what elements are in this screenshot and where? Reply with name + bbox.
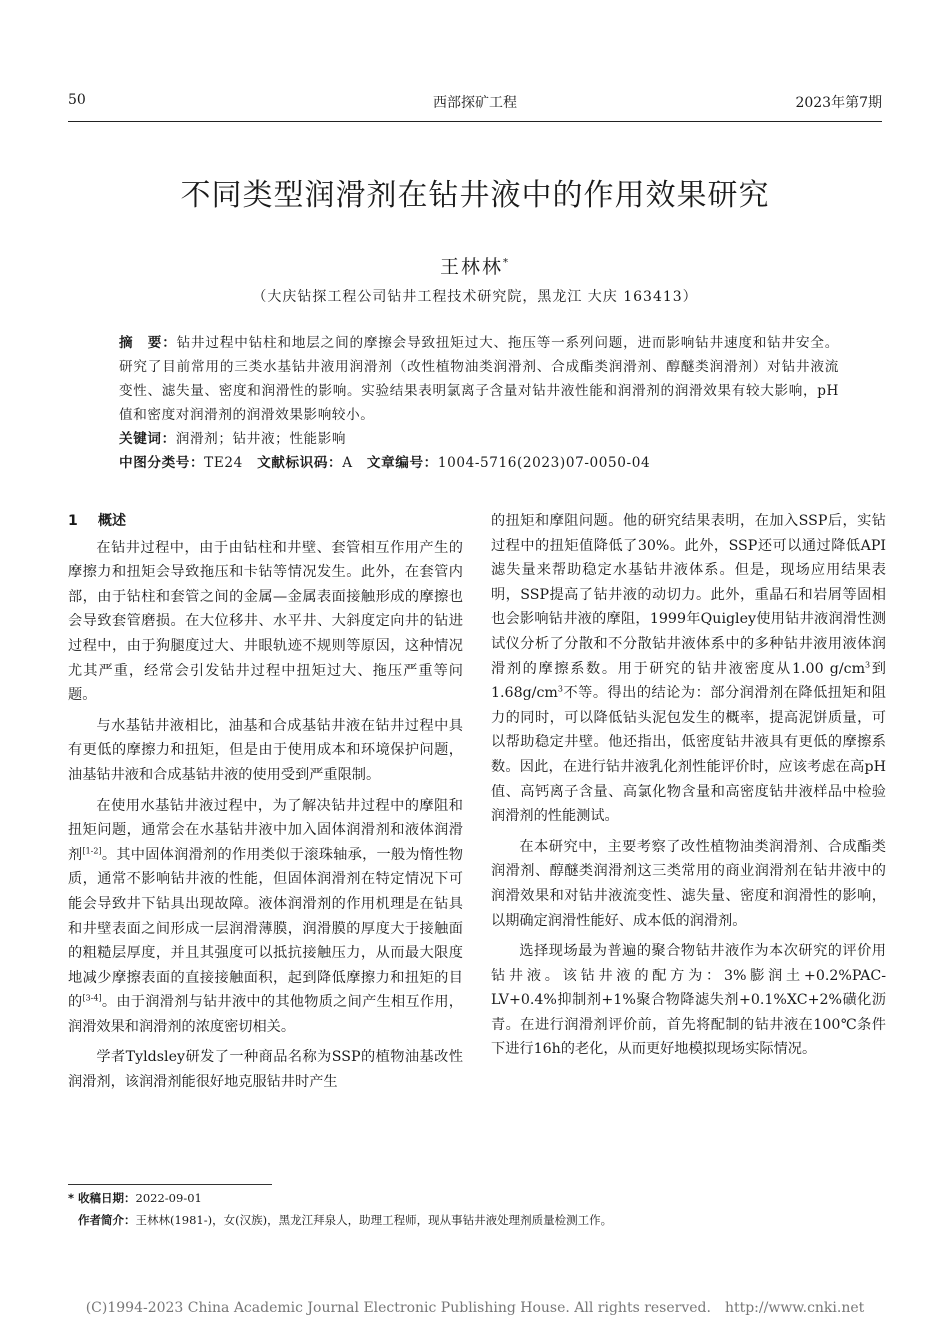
footnote-bio: [78, 1212, 892, 1228]
text-run: 不等。得出的结论为：部分润滑剂在降低扭矩和阻力的同时，可以降低钻头泥包发生的概率，提高泥饼质量，可以帮助稳定井壁。他还指出，低密度钻井液具有更低的摩擦系数。因此，在进行钻井液乳化剂性能评价时，应该考虑在高pH值、高钙离子含量、高氯化物含量和高密度钻井液样品中检验润滑剂的性能测试。: [491, 685, 886, 825]
text-run: 在使用水基钻井液过程中，为了解决钻井过程中的摩阻和扭矩问题，通常会在水基钻井液中加入固体润滑剂和液体润滑剂: [68, 797, 463, 863]
article-title: 不同类型润滑剂在钻井液中的作用效果研究: [180, 178, 770, 213]
article-no-label: 文章编号：: [366, 455, 438, 471]
article-no-value: 1004-5716(2023)07-0050-04: [437, 455, 651, 471]
left-column: [68, 509, 463, 1101]
author-mark: *: [503, 257, 510, 269]
footnote-received: [68, 1190, 882, 1206]
clc-label: 中图分类号：: [119, 455, 205, 471]
text-run: 到1.68g/cm: [491, 660, 886, 702]
footnote-rule: [68, 1184, 272, 1185]
right-column: [491, 509, 886, 1068]
author-name: 王林林: [439, 256, 503, 278]
text-run: 。由于润滑剂与钻井液中的其他物质之间产生相互作用，润滑效果和润滑剂的浓度密切相关。: [68, 994, 463, 1035]
keywords-text: 润滑剂；钻井液；性能影响: [175, 431, 347, 447]
header-rule: [68, 121, 882, 122]
abstract-label: 摘 要：: [119, 335, 177, 351]
superscript: 3: [557, 684, 563, 694]
bio-text: 王林林(1981-)，女(汉族)，黑龙江拜泉人，助理工程师，现从事钻井液处理剂质量检测工作。: [135, 1213, 613, 1227]
paragraph: 在本研究中，主要考察了改性植物油类润滑剂、合成酯类润滑剂、醇醚类润滑剂这三类常用的商业润滑剂在钻井液中的润滑效果和对钻井液流变性、滤失量、密度和润滑性的影响，以期确定润滑性能好、成本低的润滑剂。: [491, 838, 886, 929]
paragraph: [491, 509, 886, 829]
page-number: 50: [68, 92, 86, 108]
keywords: [119, 427, 839, 451]
affiliation: （大庆钻探工程公司钻井工程技术研究院，黑龙江 大庆 163413）: [252, 289, 698, 305]
clc-value: TE24: [204, 455, 243, 471]
abstract: [119, 331, 839, 427]
received-date: 2022-09-01: [135, 1191, 202, 1205]
citation: [3-4]: [82, 993, 102, 1003]
classification: [119, 451, 839, 475]
journal-name: 西部探矿工程: [433, 95, 517, 111]
paragraph: 在钻井过程中，由于由钻柱和井壁、套管相互作用产生的摩擦力和扭矩会导致拖压和卡钻等情况发生。此外，在套管内部，由于钻柱和套管之间的金属—金属表面接触形成的摩擦也会导致套管磨损。在大位移井、水平井、大斜度定向井的钻进过程中，由于狗腿度过大、井眼轨迹不规则等原因，这种情况尤其严重，经常会引发钻井过程中扭矩过大、拖压严重等问题。: [68, 539, 463, 704]
doc-code-label: 文献标识码：: [257, 455, 343, 471]
paragraph: 学者Tyldsley研发了一种商品名称为SSP的植物油基改性润滑剂，该润滑剂能很好地克服钻井时产生: [68, 1049, 463, 1091]
text-run: 。其中固体润滑剂的作用类似于滚珠轴承，一般为惰性物质，通常不影响钻井液的性能，但固体润滑剂在特定情况下可能会导致井下钻具出现故障。液体润滑剂的作用机理是在钻具和井壁表面之间形成一层润滑薄膜，润滑膜的厚度大于接触面的粗糙层厚度，并且其强度可以抵抗接触压力，从而最大限度地减少摩擦表面的直接接触面积，起到降低摩擦力和扭矩的目的: [68, 846, 463, 1011]
paragraph: [68, 794, 463, 1040]
section-heading: [68, 509, 463, 534]
bio-label: 作者简介：: [78, 1213, 136, 1227]
citation: [1-2]: [82, 845, 102, 855]
received-label: * 收稿日期：: [68, 1191, 136, 1205]
author-line: [0, 252, 950, 279]
abstract-text: 钻井过程中钻柱和地层之间的摩擦会导致扭矩过大、拖压等一系列问题，进而影响钻井速度和钻井安全。研究了目前常用的三类水基钻井液用润滑剂（改性植物油类润滑剂、合成酯类润滑剂、醇醚类润滑剂）对钻井液流变性、滤失量、密度和润滑性的影响。实验结果表明氯离子含量对钻井液性能和润滑剂的润滑效果有较大影响，pH值和密度对润滑剂的润滑效果影响较小。: [119, 335, 839, 423]
copyright-line: (C)1994-2023 China Academic Journal Electronic Publishing House. All rights reserved. http://www.cnki.net: [85, 1300, 865, 1316]
section-number: 1: [68, 513, 78, 529]
issue-label: 2023年第7期: [795, 95, 882, 111]
paragraph: 与水基钻井液相比，油基和合成基钻井液在钻井过程中具有更低的摩擦力和扭矩，但是由于使用成本和环境保护问题，油基钻井液和合成基钻井液的使用受到严重限制。: [68, 717, 463, 783]
superscript: 3: [865, 659, 871, 669]
keywords-label: 关键词：: [119, 431, 176, 447]
doc-code-value: A: [342, 455, 353, 471]
section-title: 概述: [98, 513, 126, 529]
abstract-block: [119, 331, 839, 475]
running-header: [68, 92, 882, 114]
paragraph: 选择现场最为普遍的聚合物钻井液作为本次研究的评价用钻井液。该钻井液的配方为：3%膨润土+0.2%PAC-LV+0.4%抑制剂+1%聚合物降滤失剂+0.1%XC+2%磺化沥青。在进行润滑剂评价前，首先将配制的钻井液在100℃条件下进行16h的老化，从而更好地模拟现场实际情况。: [491, 943, 886, 1058]
text-run: 的扭矩和摩阻问题。他的研究结果表明，在加入SSP后，实钻过程中的扭矩值降低了30%。此外，SSP还可以通过降低API滤失量来帮助稳定水基钻井液体系。但是，现场应用结果表明，SSP提高了钻井液的动切力。此外，重晶石和岩屑等固相也会影响钻井液的摩阻，1999年Quigley使用钻井液润滑性测试仪分析了分散和不分散钻井液体系中的多种钻井液用液体润滑剂的摩擦系数。用于研究的钻井液密度从1.00 g/cm: [491, 513, 886, 677]
